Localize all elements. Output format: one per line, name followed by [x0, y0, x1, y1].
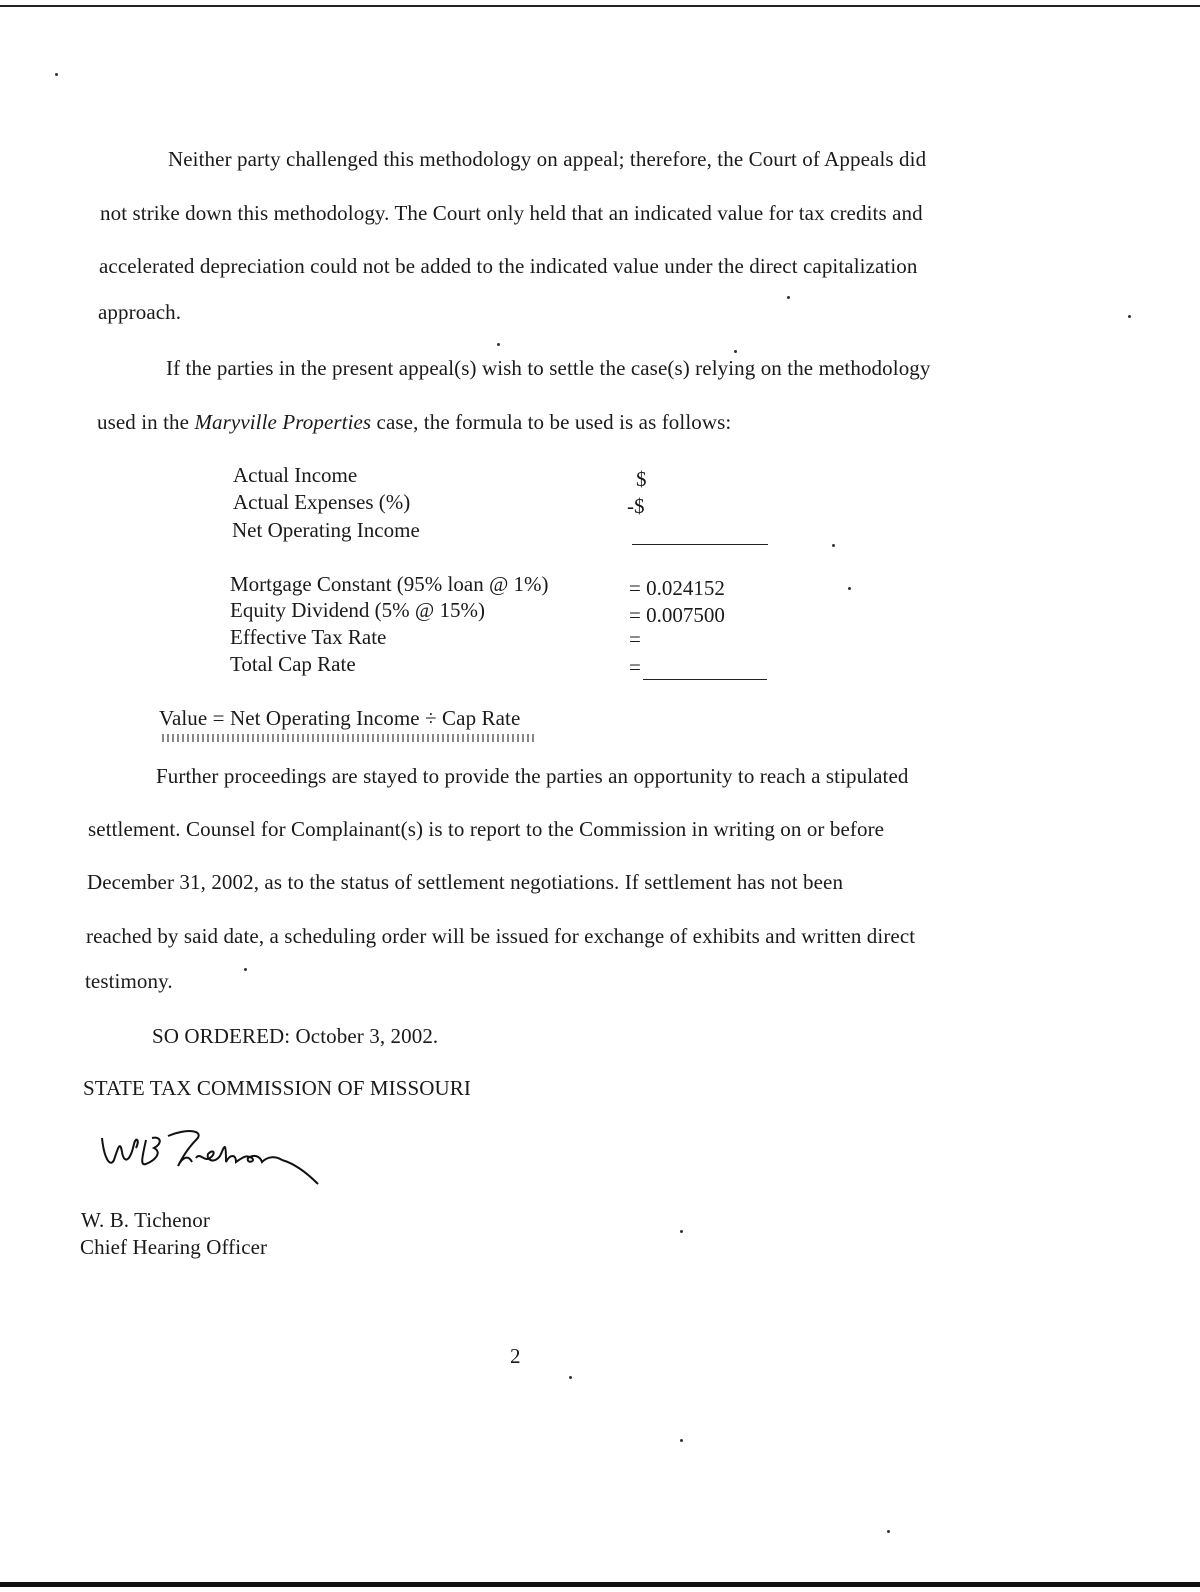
signature — [96, 1118, 336, 1198]
case-name-italic: Maryville Properties — [194, 410, 372, 434]
paragraph-2-line-1: If the parties in the present appeal(s) wish to settle the case(s) relying on the methodology — [166, 356, 931, 380]
paragraph-2-text-before: used in the — [97, 410, 195, 434]
paragraph-1-line-4: approach. — [98, 300, 182, 324]
scan-smudge — [162, 734, 534, 742]
paragraph-3-line-1: Further proceedings are stayed to provide the parties an opportunity to reach a stipulated — [156, 764, 909, 788]
paragraph-2-text-after: case, the formula to be used is as follows: — [371, 410, 732, 434]
scan-speck — [680, 1439, 683, 1442]
paragraph-1-line-1: Neither party challenged this methodology on appeal; therefore, the Court of Appeals did — [168, 147, 927, 171]
agency-name: STATE TAX COMMISSION OF MISSOURI — [83, 1076, 472, 1100]
scan-speck — [55, 73, 58, 76]
paragraph-3-line-2: settlement. Counsel for Complainant(s) is to report to the Commission in writing on or before — [88, 817, 885, 841]
formula-label-net-operating-income: Net Operating Income — [232, 518, 420, 542]
formula-value-equity-dividend: = 0.007500 — [629, 603, 725, 627]
page-number: 2 — [510, 1344, 521, 1368]
paragraph-3-line-5: testimony. — [85, 969, 173, 993]
formula-value-mortgage-constant: = 0.024152 — [629, 576, 725, 600]
scan-speck — [734, 350, 737, 353]
total-cap-rate-rule — [643, 679, 767, 680]
top-border-rule — [0, 5, 1200, 7]
paragraph-2-line-2 — [97, 410, 731, 435]
scan-speck — [848, 587, 851, 590]
paragraph-1-line-3: accelerated depreciation could not be added to the indicated value under the direct capitalization — [99, 254, 918, 278]
scan-speck — [497, 343, 500, 346]
formula-label-actual-income: Actual Income — [233, 463, 358, 487]
formula-value-actual-expenses: -$ — [627, 494, 645, 518]
paragraph-3-line-4: reached by said date, a scheduling order will be issued for exchange of exhibits and written direct — [86, 924, 916, 948]
net-operating-income-rule — [632, 544, 768, 545]
scan-speck — [787, 296, 790, 299]
formula-value-actual-income: $ — [636, 467, 647, 491]
formula-label-total-cap-rate: Total Cap Rate — [230, 652, 356, 676]
paragraph-1-line-2: not strike down this methodology. The Court only held that an indicated value for tax credits and — [100, 201, 923, 225]
bottom-border-rule — [0, 1582, 1200, 1587]
scan-speck — [680, 1230, 683, 1233]
formula-value-effective-tax-rate: = — [629, 627, 641, 651]
signer-title: Chief Hearing Officer — [80, 1235, 268, 1259]
scan-speck — [832, 544, 835, 547]
scan-speck — [244, 968, 247, 971]
signer-name: W. B. Tichenor — [81, 1208, 210, 1232]
formula-label-mortgage-constant: Mortgage Constant (95% loan @ 1%) — [230, 572, 549, 596]
scan-speck — [1128, 315, 1131, 318]
scan-speck — [569, 1376, 572, 1379]
formula-value-total-cap-rate: = — [629, 655, 641, 679]
paragraph-3-line-3: December 31, 2002, as to the status of settlement negotiations. If settlement has not been — [87, 870, 844, 894]
formula-label-actual-expenses: Actual Expenses (%) — [233, 490, 411, 514]
formula-label-effective-tax-rate: Effective Tax Rate — [230, 625, 387, 649]
so-ordered: SO ORDERED: October 3, 2002. — [152, 1024, 439, 1048]
value-formula: Value = Net Operating Income ÷ Cap Rate — [159, 706, 521, 730]
scan-speck — [887, 1530, 890, 1533]
formula-label-equity-dividend: Equity Dividend (5% @ 15%) — [230, 598, 485, 622]
